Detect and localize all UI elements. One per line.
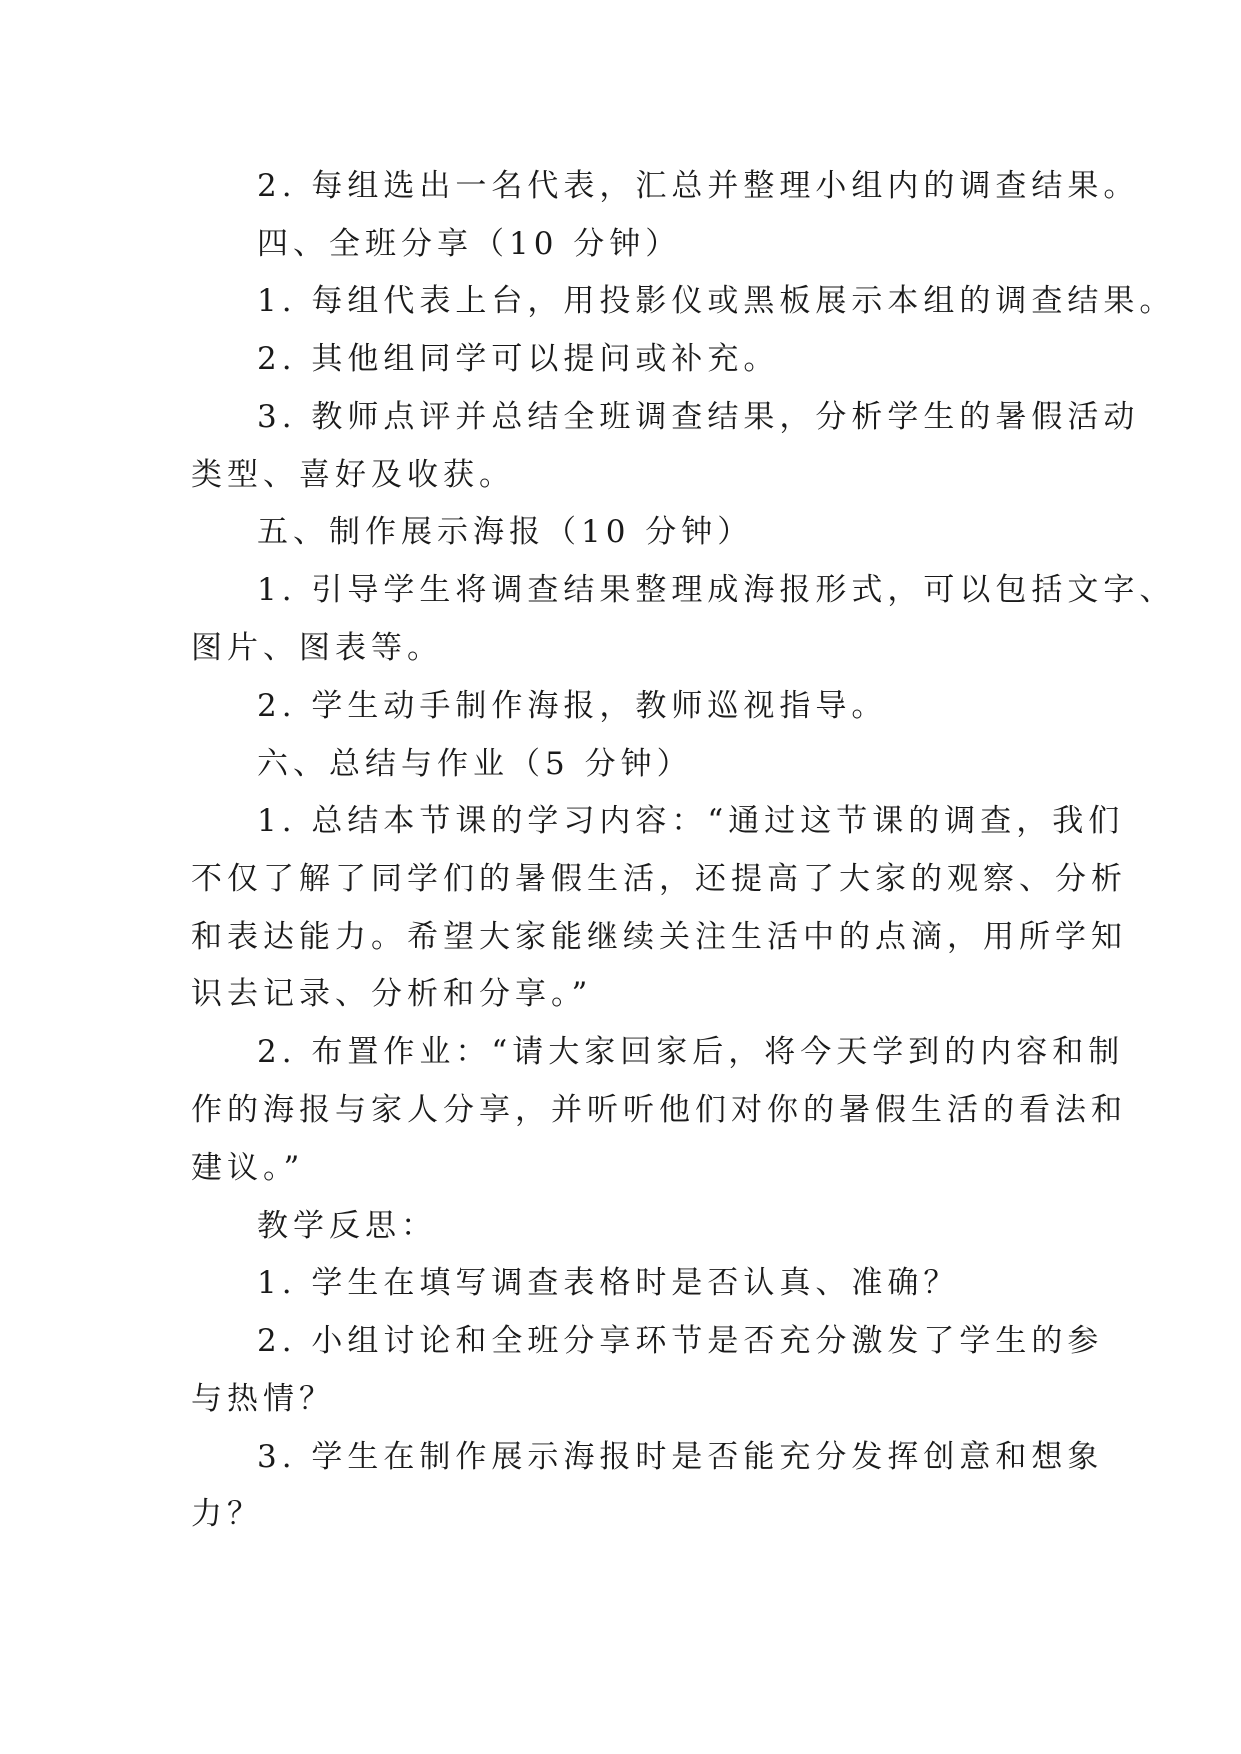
step-1-summary-line-4: 识去记录、分析和分享。” bbox=[191, 976, 593, 1012]
section-heading-poster: 五、制作展示海报（10 分钟） bbox=[257, 514, 754, 550]
step-2-homework-line-3: 建议。” bbox=[191, 1150, 305, 1186]
reflection-2-continued: 与热情？ bbox=[191, 1381, 335, 1417]
step-2-homework: 2. 布置作业：“请大家回家后，将今天学到的内容和制 bbox=[257, 1034, 1125, 1070]
step-2-homework-line-2: 作的海报与家人分享，并听听他们对你的暑假生活的看法和 bbox=[191, 1092, 1127, 1128]
step-2-select-representative: 2. 每组选出一名代表，汇总并整理小组内的调查结果。 bbox=[257, 168, 1140, 204]
step-1-guide-poster: 1. 引导学生将调查结果整理成海报形式，可以包括文字、 bbox=[257, 572, 1176, 608]
section-heading-reflection: 教学反思： bbox=[257, 1208, 437, 1244]
reflection-1: 1. 学生在填写调查表格时是否认真、准确？ bbox=[257, 1265, 960, 1301]
step-3-teacher-comment: 3. 教师点评并总结全班调查结果，分析学生的暑假活动 bbox=[257, 399, 1140, 435]
section-heading-summary-homework: 六、总结与作业（5 分钟） bbox=[257, 746, 693, 782]
section-heading-class-sharing: 四、全班分享（10 分钟） bbox=[257, 226, 682, 262]
step-1-present-results: 1. 每组代表上台，用投影仪或黑板展示本组的调查结果。 bbox=[257, 283, 1176, 319]
step-3-teacher-comment-continued: 类型、喜好及收获。 bbox=[191, 457, 515, 493]
step-2-questions: 2. 其他组同学可以提问或补充。 bbox=[257, 341, 780, 377]
step-1-summary: 1. 总结本节课的学习内容：“通过这节课的调查，我们 bbox=[257, 803, 1125, 839]
step-1-summary-line-3: 和表达能力。希望大家能继续关注生活中的点滴，用所学知 bbox=[191, 919, 1127, 955]
step-1-guide-poster-continued: 图片、图表等。 bbox=[191, 630, 443, 666]
reflection-2: 2. 小组讨论和全班分享环节是否充分激发了学生的参 bbox=[257, 1323, 1104, 1359]
reflection-3-continued: 力？ bbox=[191, 1496, 263, 1532]
step-1-summary-line-2: 不仅了解了同学们的暑假生活，还提高了大家的观察、分析 bbox=[191, 861, 1127, 897]
step-2-make-poster: 2. 学生动手制作海报，教师巡视指导。 bbox=[257, 688, 888, 724]
reflection-3: 3. 学生在制作展示海报时是否能充分发挥创意和想象 bbox=[257, 1439, 1104, 1475]
